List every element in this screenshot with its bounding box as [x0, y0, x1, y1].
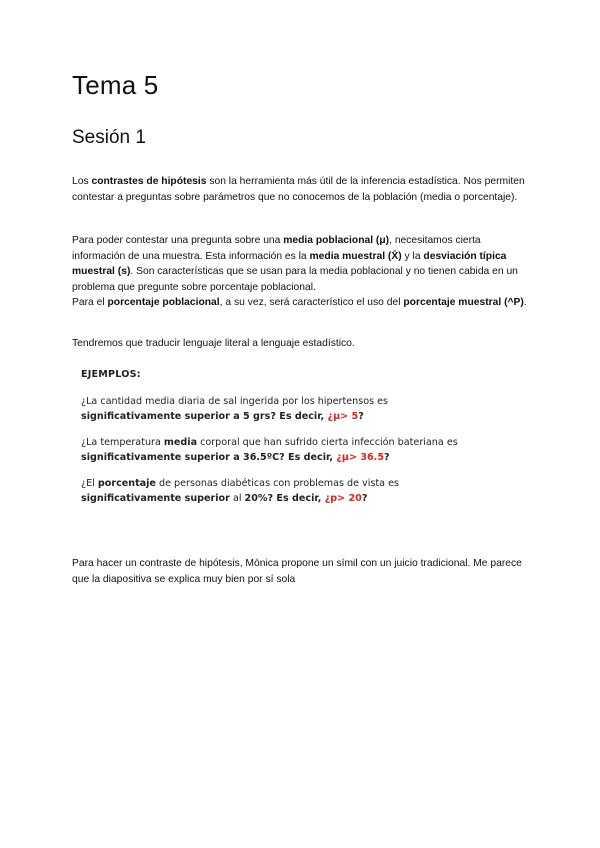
bold-term: porcentaje poblacional [107, 297, 220, 308]
bold-run: significativamente superior a 5 grs? Es decir, [81, 411, 328, 422]
section-subtitle: Sesión 1 [72, 127, 146, 148]
text-run: ¿El [81, 478, 98, 489]
text-run: ? [361, 493, 368, 504]
hypothesis-expression: ¿p> 20 [324, 493, 362, 504]
examples-heading: EJEMPLOS: [81, 369, 141, 380]
page-title: Tema 5 [72, 70, 159, 100]
text-run: , a su vez, será característico el uso del [219, 297, 404, 308]
bold-run: significativamente superior a 36.5ºC? Es decir, [81, 452, 337, 463]
text-run: ? [384, 452, 390, 463]
paragraph-parameters [72, 233, 532, 311]
paragraph-intro [72, 174, 532, 205]
text-run: y la [401, 250, 424, 262]
paragraph-analogy: Para hacer un contraste de hipótesis, Mónica propone un símil con un juicio tradicional. Me parece que la diapositiva se explica muy bien por sí sola [72, 558, 522, 585]
bold-run: porcentaje [97, 478, 156, 489]
bold-term: desviación típica muestral (s) [72, 250, 507, 277]
bold-run: significativamente superior [81, 493, 230, 504]
text-run: , necesitamos cierta información de una muestra. Esta información es la [72, 235, 481, 262]
text-run: corporal que han sufrido cierta infección bateriana es [197, 437, 458, 448]
text-run: Los [72, 176, 92, 187]
text-run: al [229, 493, 245, 504]
example-item [81, 476, 498, 506]
text-run: ¿La temperatura [81, 437, 164, 448]
text-run: Para poder contestar una pregunta sobre una [72, 235, 284, 246]
text-run: Para el [72, 297, 108, 308]
paragraph-translate: Tendremos que traducir lenguaje literal a lenguaje estadístico. [72, 338, 355, 349]
bold-term: media poblacional (μ) [283, 235, 390, 246]
text-run: . [523, 297, 527, 308]
examples-slide-image [78, 369, 498, 517]
text-run: ? [358, 411, 364, 422]
text-run: . Son características que se usan para la media poblacional y no tienen cabida en un problema que pregunte sobre porcentaje poblacional. [72, 266, 518, 293]
bold-term: contrastes de hipótesis [91, 176, 207, 187]
hypothesis-expression: ¿μ> 5 [327, 411, 359, 422]
hypothesis-expression: ¿μ> 36.5 [336, 452, 385, 463]
text-run: de personas diabéticas con problemas de vista es [155, 478, 399, 489]
bold-term: porcentaje muestral (^P) [403, 297, 524, 308]
text-run: ¿La cantidad media diaria de sal ingerida por los hipertensos es [81, 396, 389, 407]
example-item [81, 435, 498, 465]
example-item [81, 394, 498, 424]
bold-term: media muestral (X̄) [309, 250, 402, 262]
bold-run: 20%? Es decir, [244, 493, 325, 504]
text-run: son la herramienta más útil de la inferencia estadística. Nos permiten contestar a preguntas sobre parámetros que no conocemos de la población (media o porcentaje). [72, 176, 525, 203]
bold-run: media [163, 437, 198, 448]
